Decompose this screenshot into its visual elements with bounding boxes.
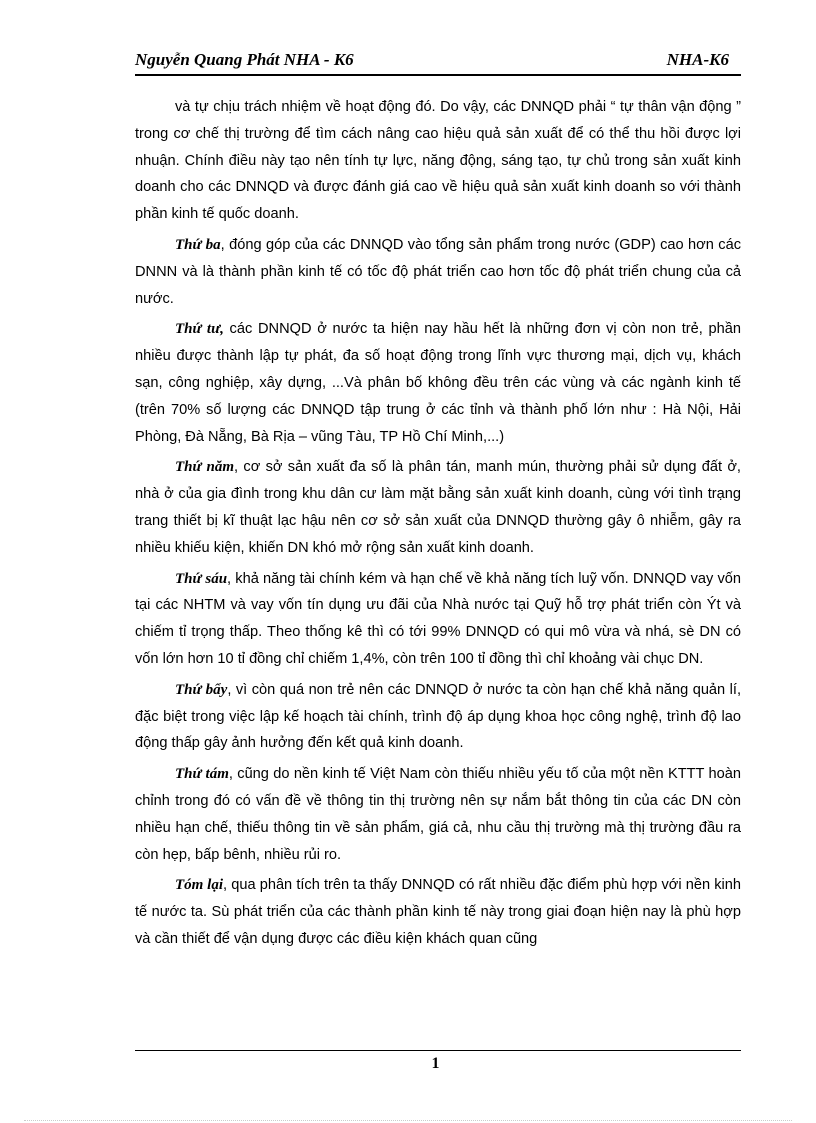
paragraph-lead: Thứ năm bbox=[175, 459, 235, 476]
paragraph-text: , vì còn quá non trẻ nên các DNNQD ở nước ta còn hạn chế khả năng quản lí, đặc biệt trong việc lập kế hoạch tài chính, trình độ áp dụng khoa học công nghệ, trình độ lao động thấp gây ảnh hưởng đến kết quả kinh doanh. bbox=[135, 681, 741, 752]
document-body bbox=[135, 94, 741, 957]
paragraph-text: , qua phân tích trên ta thấy DNNQD có rất nhiều đặc điểm phù hợp với nền kinh tế nước ta. Sù phát triển của các thành phần kinh tế này trong giai đoạn hiện nay là phù hợp và cần thiết để vận dụng được các điều kiện khách quan cũng bbox=[135, 877, 741, 947]
paragraph-text: , cũng do nền kinh tế Việt Nam còn thiếu nhiều yếu tố của một nền KTTT hoàn chỉnh trong đó có vấn đề về thông tin thị trường nên sự nắm bắt thông tin của các DN còn nhiều hạn chế, thiếu thông tin về sản phẩm, giá cả, nhu cầu thị trường mà thị trường đầu ra còn hẹp, bấp bênh, nhiều rủi ro. bbox=[135, 766, 742, 863]
paragraph-thu-nam bbox=[135, 454, 741, 561]
paragraph-thu-tu bbox=[135, 316, 741, 450]
page-edge-divider bbox=[24, 1120, 792, 1121]
paragraph-text: , khả năng tài chính kém và hạn chế về khả năng tích luỹ vốn. DNNQD vay vốn tại các NHTM và vay vốn tín dụng ưu đãi của Nhà nước tại Quỹ hỗ trợ phát triển còn Ýt và chiếm tỉ trọng thấp. Theo thống kê thì có tới 99% DNNQD có qui mô vừa và nhá, sè DN có vốn lớn hơn 10 tỉ đồng chỉ chiếm 1,4%, còn trên 100 tỉ đồng thì chỉ khoảng vài chục DN. bbox=[135, 570, 741, 667]
paragraph-text: và tự chịu trách nhiệm về hoạt động đó. Do vậy, các DNNQD phải “ tự thân vận động ” trong cơ chế thị trường để tìm cách nâng cao hiệu quả sản xuất để có thể thu hồi được lợi nhuận. Chính điều này tạo nên tính tự lực, năng động, sáng tạo, tự chủ trong sản xuất kinh doanh cho các DNNQD và được đánh giá cao về hiệu quả sản xuất kinh doanh so với thành phần kinh tế quốc doanh. bbox=[135, 99, 741, 223]
paragraph-thu-ba bbox=[135, 232, 741, 312]
paragraph-tom-lai bbox=[135, 872, 741, 952]
page-header bbox=[135, 48, 741, 76]
paragraph-intro bbox=[135, 94, 741, 228]
paragraph-thu-sau bbox=[135, 566, 741, 673]
paragraph-text: các DNNQD ở nước ta hiện nay hầu hết là những đơn vị còn non trẻ, phần nhiều được thành lập tự phát, đa số hoạt động trong lĩnh vực thương mại, dịch vụ, khách sạn, công nghiệp, xây dựng, ...Và phân bố không đều trên các vùng và các ngành kinh tế (trên 70% số lượng các DNNQD tập trung ở các tỉnh và thành phố lớn như : Hà Nội, Hải Phòng, Đà Nẵng, Bà Rịa – vũng Tàu, TP Hồ Chí Minh,...) bbox=[135, 321, 741, 445]
header-author: Nguyễn Quang Phát NHA - K6 bbox=[135, 50, 354, 69]
paragraph-thu-bay bbox=[135, 677, 741, 757]
page-number: 1 bbox=[431, 1055, 440, 1072]
paragraph-lead: Tóm lại bbox=[175, 877, 224, 894]
paragraph-lead: Thứ ba bbox=[175, 236, 221, 253]
paragraph-lead: Thứ sáu bbox=[175, 570, 228, 587]
paragraph-lead: Thứ tư, bbox=[175, 321, 224, 338]
paragraph-thu-tam bbox=[135, 761, 741, 868]
paragraph-text: , đóng góp của các DNNQD vào tổng sản phẩm trong nước (GDP) cao hơn các DNNN và là thành phần kinh tế có tốc độ phát triển cao hơn tốc độ phát triển chung của cả nước. bbox=[135, 236, 741, 307]
header-class: NHA-K6 bbox=[666, 50, 729, 69]
paragraph-lead: Thứ tám bbox=[175, 766, 229, 783]
paragraph-lead: Thứ bẩy bbox=[175, 681, 228, 698]
paragraph-text: , cơ sở sản xuất đa số là phân tán, manh mún, thường phải sử dụng đất ở, nhà ở của gia đình trong khu dân cư làm mặt bằng sản xuất kinh doanh, cùng với tình trạng trang thiết bị kĩ thuật lạc hậu nên cơ sở sản xuất của DNNQD thường gây ô nhiễm, gây ra nhiều khiếu kiện, khiến DN khó mở rộng sản xuất kinh doanh. bbox=[135, 459, 741, 556]
footer-divider bbox=[135, 1050, 741, 1051]
